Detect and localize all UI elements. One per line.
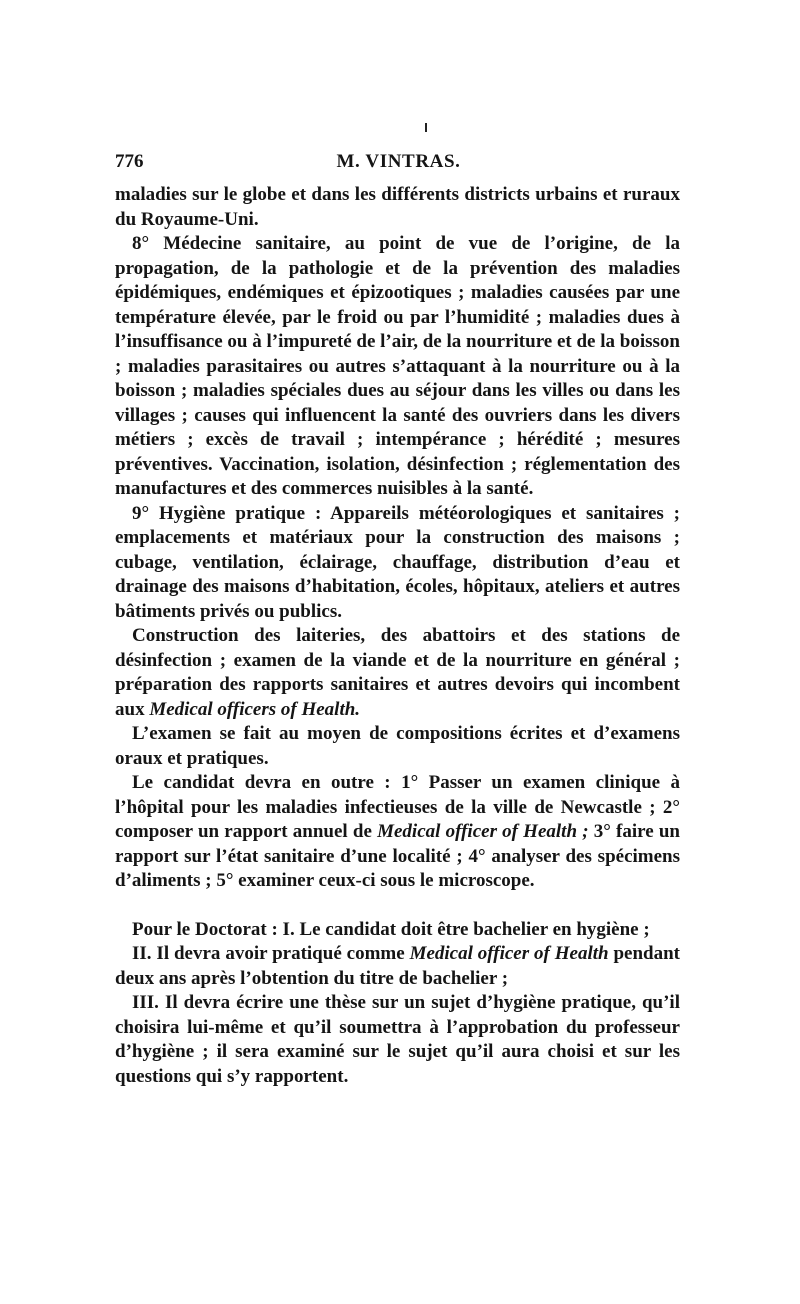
- paragraph-text: Construction des laiteries, des abattoirs et des stations de désinfection ; examen de la viande et de la nourriture en général ; préparation des rapports sanitaires et autres devoirs qui incombent aux: [115, 625, 680, 720]
- paragraph-text: pendant deux ans après l’obtention du titre de bachelier ;: [115, 943, 680, 989]
- paragraph-text: II. Il devra avoir pratiqué comme: [132, 943, 405, 964]
- paragraph-text: 3° faire un rapport sur l’état sanitaire d’une localité ; 4° analyser des spécimens d’aliments ; 5° examiner ceux-ci sous le microscope.: [115, 821, 680, 891]
- print-speck: [425, 123, 427, 132]
- body-text: [115, 183, 680, 1089]
- page-number: 776: [115, 151, 144, 172]
- paragraph: [115, 942, 680, 991]
- paragraph: [115, 771, 680, 894]
- paragraph: 9° Hygiène pratique : Appareils météorologiques et sanitaires ; emplacements et matériaux pour la construction des maisons ; cubage, ventilation, éclairage, chauffage, distribution d’eau et drainage des maisons d’habitation, écoles, hôpitaux, ateliers et autres bâtiments privés ou publics.: [115, 502, 680, 622]
- running-head: [115, 150, 682, 174]
- italic-term: Medical officers of Health.: [149, 698, 361, 720]
- italic-term: Medical officer of Health: [409, 943, 609, 964]
- paragraph-text: Le candidat devra en outre : 1° Passer un examen clinique à l’hôpital pour les maladies infectieuses de la ville de Newcastle ; 2° composer un rapport annuel de: [115, 772, 680, 842]
- paragraph: 8° Médecine sanitaire, au point de vue de l’origine, de la propagation, de la pathologie et de la prévention des maladies épidémiques, endémiques et épizootiques ; maladies causées par une température élevée, par le froid ou par l’humidité ; maladies dues à l’insuffisance ou à l’impureté de l’air, de la nourriture et de la boisson ; maladies parasitaires ou autres s’attaquant à la nourriture ou à la boisson ; maladies spéciales dues au séjour dans les villes ou dans les villages ; causes qui influencent la santé des ouvriers dans les divers métiers ; excès de travail ; intempérance ; hérédité ; mesures préventives. Vaccination, isolation, désinfection ; réglementation des manufactures et des commerces nuisibles à la santé.: [115, 233, 680, 499]
- italic-term: Medical officer of Health ;: [377, 821, 589, 842]
- paragraph: [115, 624, 680, 722]
- paragraph: L’examen se fait au moyen de compositions écrites et d’examens oraux et pratiques.: [115, 723, 680, 769]
- running-title: M. VINTRAS.: [336, 151, 461, 172]
- paragraph: III. Il devra écrire une thèse sur un sujet d’hygiène pratique, qu’il choisira lui-même et qu’il soumettra à l’approbation du professeur d’hygiène ; il sera examiné sur le sujet qu’il aura choisi et sur les questions qui s’y rapportent.: [115, 992, 680, 1087]
- paragraph: maladies sur le globe et dans les différents districts urbains et ruraux du Royaume-Uni.: [115, 184, 680, 230]
- paragraph: Pour le Doctorat : I. Le candidat doit être bachelier en hygiène ;: [132, 918, 650, 940]
